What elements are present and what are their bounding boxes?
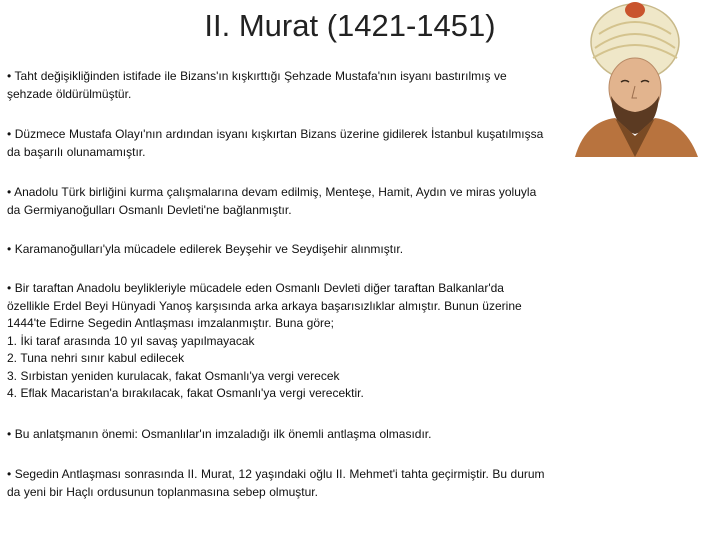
treaty-term-1: 1. İki taraf arasında 10 yıl savaş yapılmayacak [7, 333, 255, 348]
paragraph-2: • Düzmece Mustafa Olayı'nın ardından isyanı kışkırtan Bizans üzerine gidilerek İstanbul kuşatılmışsa da başarılı olunamamıştır. [7, 127, 544, 159]
paragraph-5-block [7, 280, 547, 403]
sultan-portrait-image [555, 0, 718, 157]
paragraph-5: • Bir taraftan Anadolu beylikleriyle mücadele eden Osmanlı Devleti diğer taraftan Balkanlar'da özellikle Erdel Beyi Hünyadi Yanoş karşısında arka arkaya başarısızlıklar almıştır. Bunun üzerine 1444'te Edirne Segedin Antlaşması imzalanmıştır. Buna göre; [7, 281, 522, 330]
paragraph-3: • Anadolu Türk birliğini kurma çalışmalarına devam edilmiş, Menteşe, Hamit, Aydın ve miras yoluyla da Germiyanoğulları Osmanlı Devleti'ne bağlanmıştır. [7, 185, 537, 217]
paragraph-1: • Taht değişikliğinden istifade ile Bizans'ın kışkırttığı Şehzade Mustafa'nın isyanı bastırılmış ve şehzade öldürülmüştür. [7, 69, 507, 101]
paragraph-6: • Bu anlatşmanın önemi: Osmanlılar'ın imzaladığı ilk önemli antlaşma olmasıdır. [7, 427, 432, 441]
treaty-term-3: 3. Sırbistan yeniden kurulacak, fakat Osmanlı'ya vergi verecek [7, 368, 340, 383]
page-title: II. Murat (1421-1451) [204, 8, 496, 43]
paragraph-7: • Segedin Antlaşması sonrasında II. Murat, 12 yaşındaki oğlu II. Mehmet'i tahta geçirmiştir. Bu durum da yeni bir Haçlı ordusunun toplanmasına sebep olmuştur. [7, 467, 545, 499]
treaty-term-2: 2. Tuna nehri sınır kabul edilecek [7, 351, 185, 365]
paragraph-4: • Karamanoğulları'yla mücadele edilerek Beyşehir ve Seydişehir alınmıştır. [7, 242, 404, 256]
treaty-term-4: 4. Eflak Macaristan'a bırakılacak, fakat Osmanlı'ya vergi verecektir. [7, 386, 364, 400]
